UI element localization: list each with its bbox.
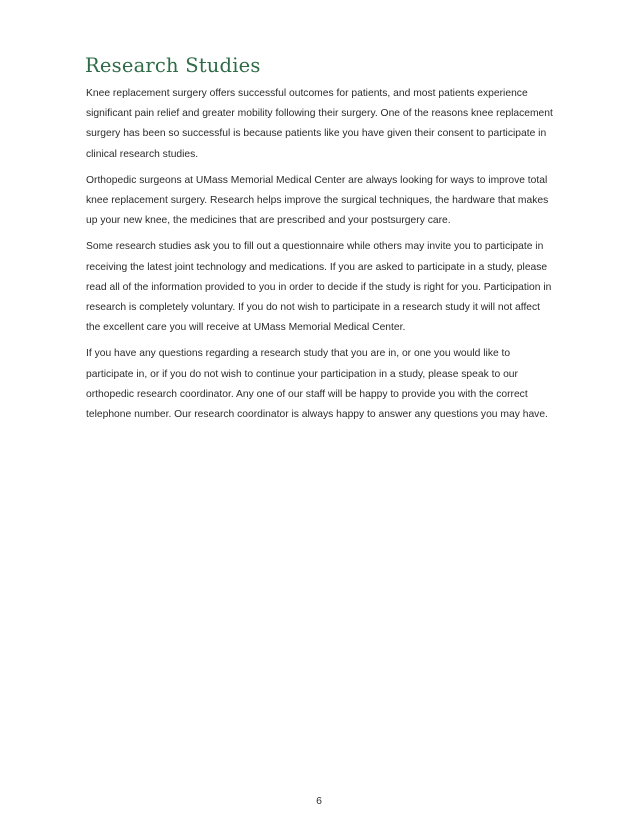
- paragraph-1: Knee replacement surgery offers successful outcomes for patients, and most patients experience significant pain relief and greater mobility following their surgery. One of the reasons knee replacement surgery has been so successful is because patients like you have given their consent to participate in clinical research studies.: [86, 88, 553, 160]
- paragraph-2: Orthopedic surgeons at UMass Memorial Medical Center are always looking for ways to improve total knee replacement surgery. Research helps improve the surgical techniques, the hardware that makes up your new knee, the medicines that are prescribed and your postsurgery care.: [86, 174, 549, 227]
- paragraph-3: Some research studies ask you to fill out a questionnaire while others may invite you to participate in receiving the latest joint technology and medications. If you are asked to participate in a study, please read all of the information provided to you in order to decide if the study is right for you. Participation in research is completely voluntary. If you do not wish to participate in a research study it will not affect the excellent care you will receive at UMass Memorial Medical Center.: [86, 241, 552, 334]
- body-text: [86, 84, 556, 431]
- page-number: 6: [316, 795, 322, 807]
- page-title: Research Studies: [85, 54, 261, 77]
- paragraph-4: If you have any questions regarding a research study that you are in, or one you would like to participate in, or if you do not wish to continue your participation in a study, please speak to our orthopedic research coordinator. Any one of our staff will be happy to provide you with the correct telephone number. Our research coordinator is always happy to answer any questions you may have.: [86, 348, 548, 421]
